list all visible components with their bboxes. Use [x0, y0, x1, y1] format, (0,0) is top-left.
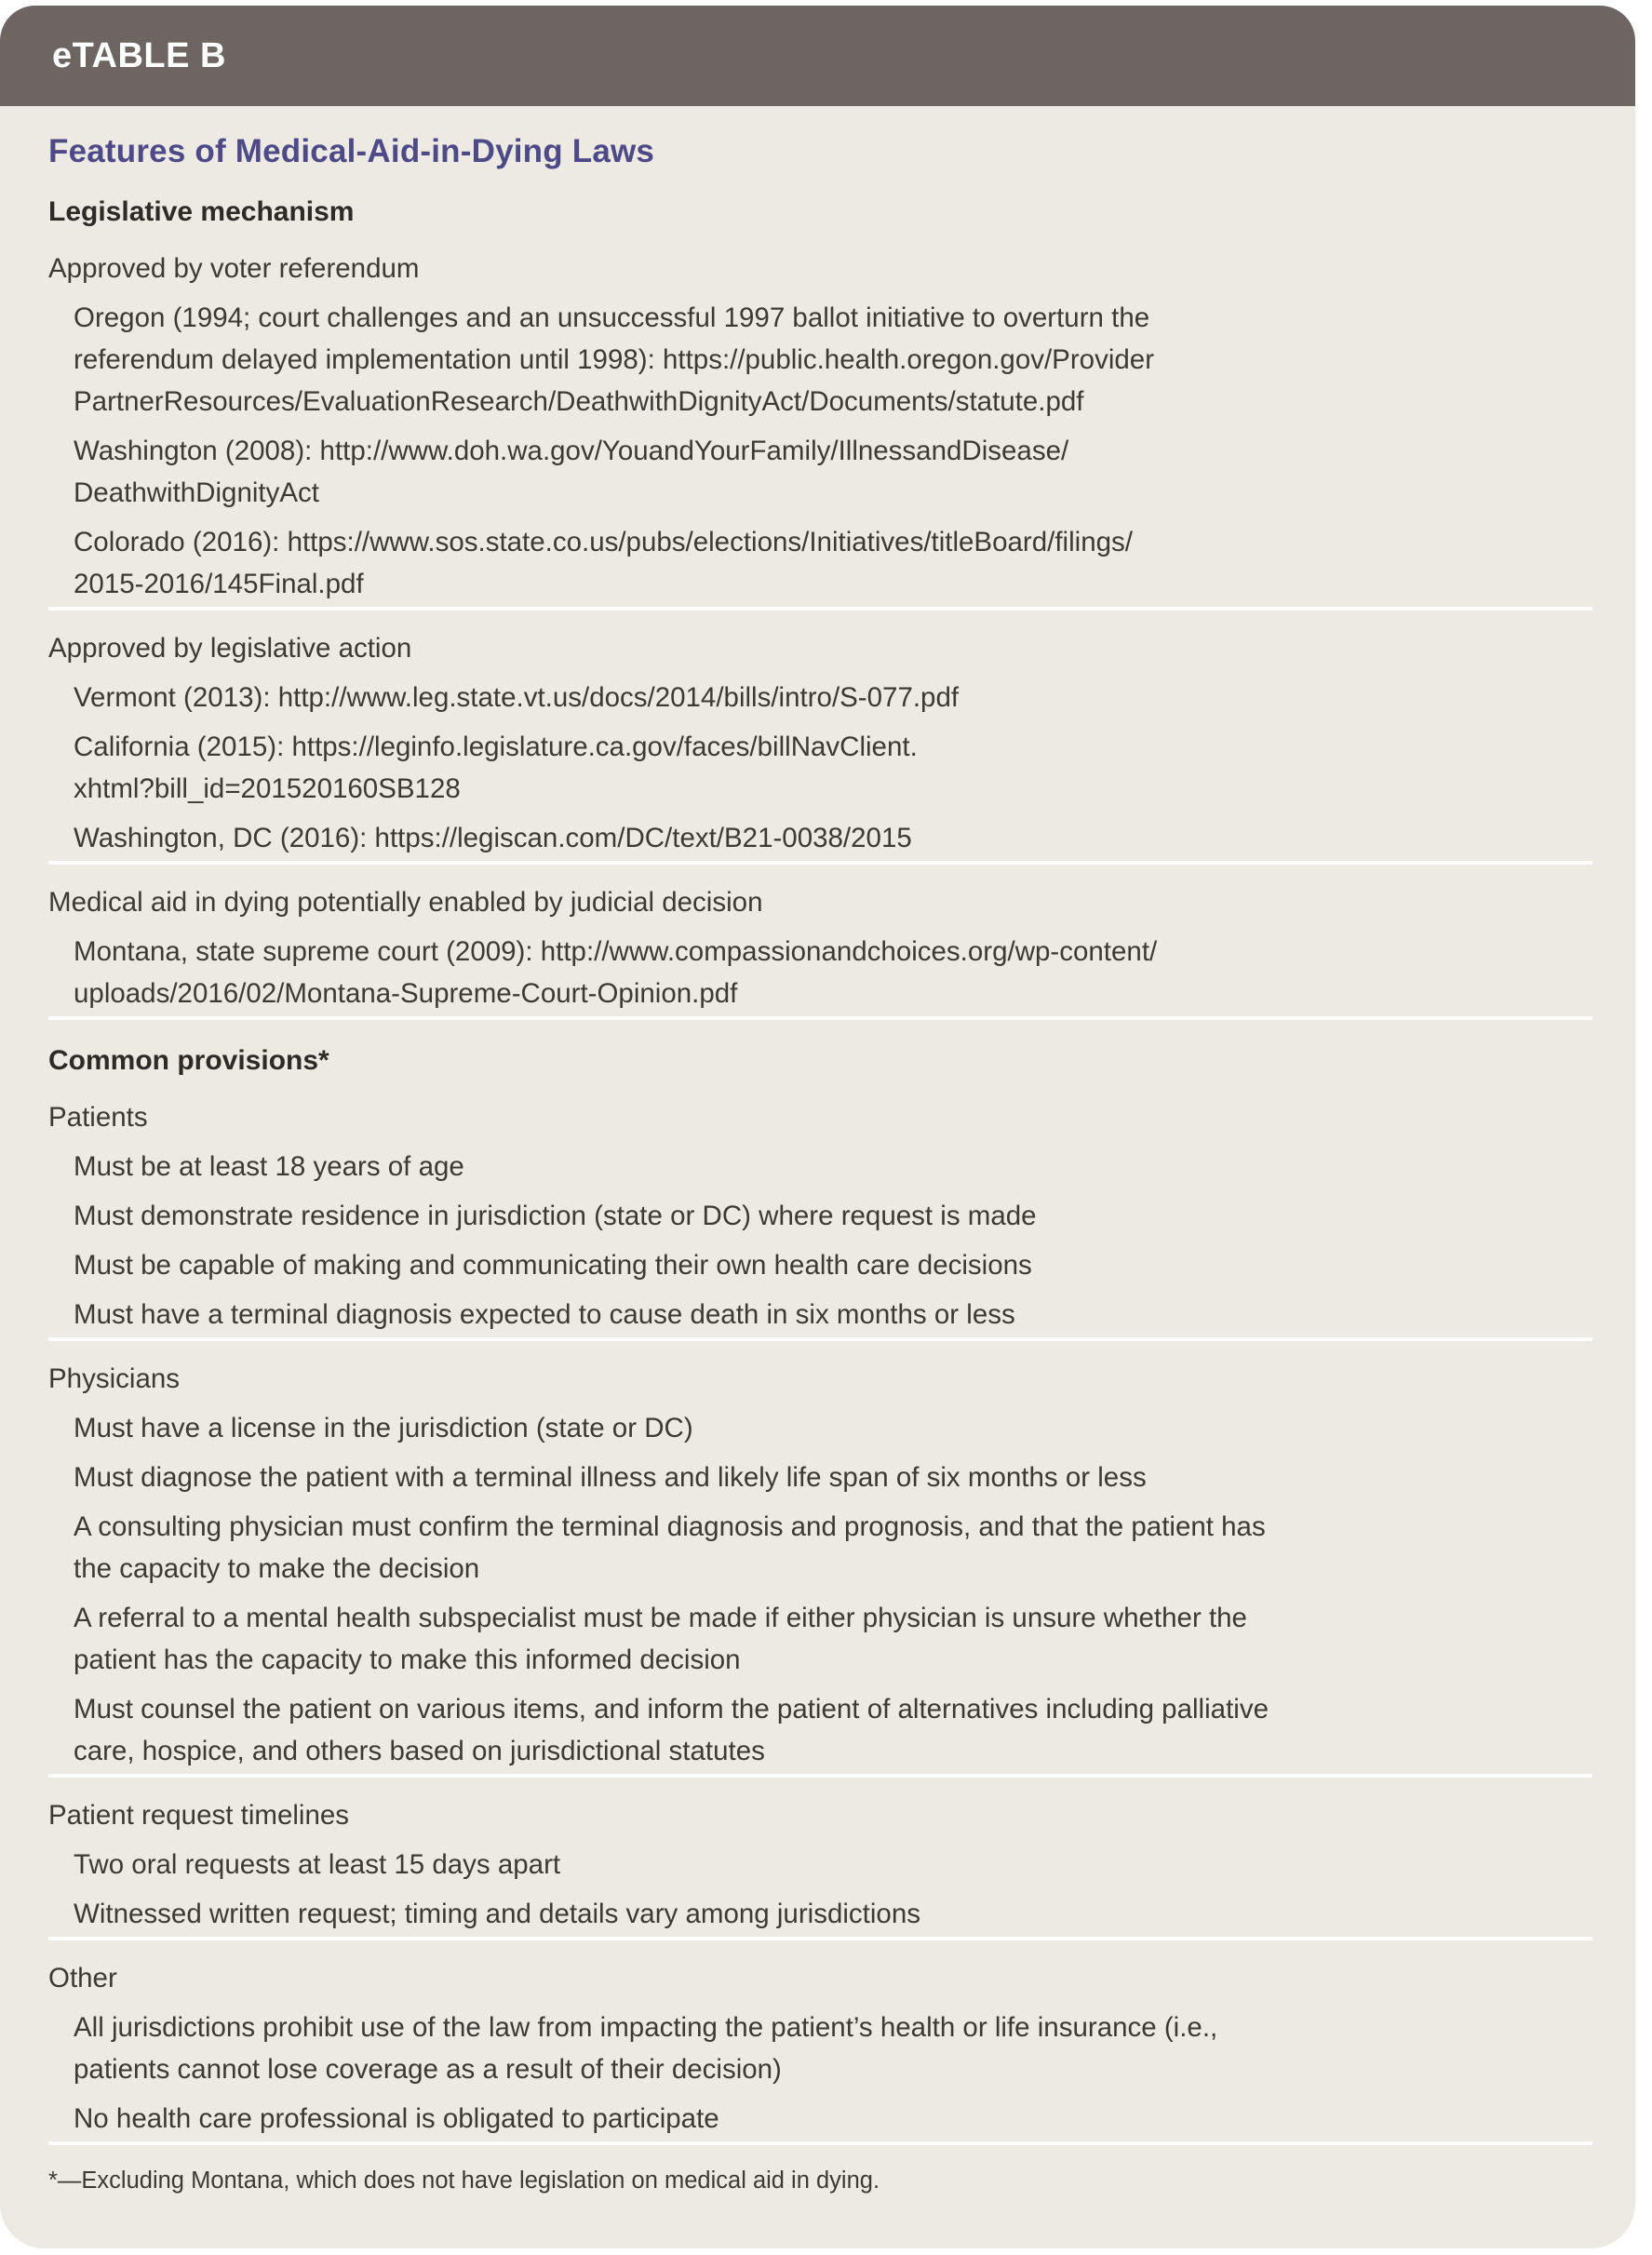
item-line: Colorado (2016): https://www.sos.state.co.us/pubs/elections/Initiatives/titleBoard/filings/	[74, 527, 1133, 557]
list-item	[74, 521, 1592, 605]
list-item	[74, 1294, 1592, 1336]
section-divider	[48, 1016, 1592, 1020]
item-line: Montana, state supreme court (2009): http://www.compassionandchoices.org/wp-content/	[74, 936, 1158, 967]
group-label: Approved by legislative action	[48, 633, 412, 664]
table-tag: eTABLE B	[52, 35, 226, 75]
item-line: Oregon (1994; court challenges and an unsuccessful 1997 ballot initiative to overturn the	[74, 302, 1150, 333]
section-group	[48, 881, 1592, 1014]
item-line: All jurisdictions prohibit use of the law from impacting the patient’s health or life insurance (i.e.,	[74, 2012, 1218, 2043]
footnote: *—Excluding Montana, which does not have legislation on medical aid in dying.	[48, 2168, 880, 2194]
item-line: uploads/2016/02/Montana-Supreme-Court-Opinion.pdf	[74, 978, 738, 1009]
item-line: A referral to a mental health subspecialist must be made if either physician is unsure whether the	[74, 1603, 1247, 1633]
item-line: Must diagnose the patient with a terminal illness and likely life span of six months or less	[74, 1462, 1147, 1493]
item-line: Vermont (2013): http://www.leg.state.vt.us/docs/2014/bills/intro/S-077.pdf	[74, 682, 960, 713]
list-item	[74, 2098, 1592, 2140]
item-line: DeathwithDignityAct	[74, 477, 319, 508]
group-label: Patient request timelines	[48, 1800, 350, 1831]
group-label: Patients	[48, 1102, 148, 1133]
group-label: Approved by voter referendum	[48, 253, 420, 284]
section-group	[48, 248, 1592, 605]
section-divider	[48, 2141, 1592, 2145]
item-line: patient has the capacity to make this informed decision	[74, 1644, 741, 1675]
list-item	[74, 1893, 1592, 1935]
item-line: Must have a license in the jurisdiction (state or DC)	[74, 1413, 693, 1443]
section-divider	[48, 861, 1592, 865]
item-line: Must be at least 18 years of age	[74, 1151, 464, 1182]
section-group	[48, 1957, 1592, 2140]
list-item	[74, 430, 1592, 514]
item-line: Two oral requests at least 15 days apart	[74, 1849, 561, 1880]
list-item	[74, 677, 1592, 718]
section-group	[48, 1794, 1592, 1935]
table-title: Features of Medical-Aid-in-Dying Laws	[48, 133, 655, 169]
list-item	[74, 931, 1592, 1014]
section-divider	[48, 607, 1592, 611]
list-item	[74, 297, 1592, 423]
list-item	[74, 1844, 1592, 1886]
item-line: Must demonstrate residence in jurisdiction (state or DC) where request is made	[74, 1201, 1037, 1231]
list-item	[74, 1407, 1592, 1449]
list-item	[74, 1456, 1592, 1498]
list-item	[74, 1195, 1592, 1237]
item-line: Washington, DC (2016): https://legiscan.com/DC/text/B21-0038/2015	[74, 823, 912, 853]
item-line: PartnerResources/EvaluationResearch/DeathwithDignityAct/Documents/statute.pdf	[74, 386, 1084, 417]
item-line: Must counsel the patient on various items, and inform the patient of alternatives including palliative	[74, 1694, 1269, 1725]
group-label: Physicians	[48, 1363, 181, 1394]
item-line: No health care professional is obligated to participate	[74, 2103, 719, 2134]
table-content	[0, 106, 1635, 2248]
etable-card	[0, 6, 1635, 2248]
section-heading: Common provisions*	[48, 1045, 329, 1076]
section-heading: Legislative mechanism	[48, 196, 355, 227]
item-line: Washington (2008): http://www.doh.wa.gov/YouandYourFamily/IllnessandDisease/	[74, 436, 1069, 466]
list-item	[74, 2007, 1592, 2090]
list-item	[74, 1506, 1592, 1590]
section-group	[48, 627, 1592, 859]
group-label: Other	[48, 1963, 117, 1993]
list-item	[74, 1597, 1592, 1681]
list-item	[74, 1146, 1592, 1188]
table-header-bar	[0, 6, 1635, 106]
item-line: 2015-2016/145Final.pdf	[74, 569, 364, 599]
item-line: Must have a terminal diagnosis expected to cause death in six months or less	[74, 1299, 1015, 1330]
section-group	[48, 1358, 1592, 1772]
section-divider	[48, 1337, 1592, 1341]
item-line: care, hospice, and others based on jurisdictional statutes	[74, 1736, 765, 1766]
list-item	[74, 1244, 1592, 1286]
item-line: the capacity to make the decision	[74, 1553, 480, 1584]
item-line: xhtml?bill_id=201520160SB128	[74, 773, 461, 804]
section-group	[48, 1096, 1592, 1336]
item-line: Must be capable of making and communicating their own health care decisions	[74, 1250, 1032, 1281]
item-line: referendum delayed implementation until 1998): https://public.health.oregon.gov/Provider	[74, 344, 1155, 375]
group-label: Medical aid in dying potentially enabled by judicial decision	[48, 887, 763, 918]
list-item	[74, 726, 1592, 810]
item-line: California (2015): https://leginfo.legislature.ca.gov/faces/billNavClient.	[74, 732, 918, 762]
section-divider	[48, 1774, 1592, 1778]
list-item	[74, 817, 1592, 859]
item-line: Witnessed written request; timing and details vary among jurisdictions	[74, 1899, 920, 1929]
table-body	[48, 194, 1592, 2145]
item-line: A consulting physician must confirm the terminal diagnosis and prognosis, and that the patient has	[74, 1511, 1266, 1542]
section-divider	[48, 1937, 1592, 1940]
list-item	[74, 1688, 1592, 1772]
item-line: patients cannot lose coverage as a result of their decision)	[74, 2054, 782, 2085]
